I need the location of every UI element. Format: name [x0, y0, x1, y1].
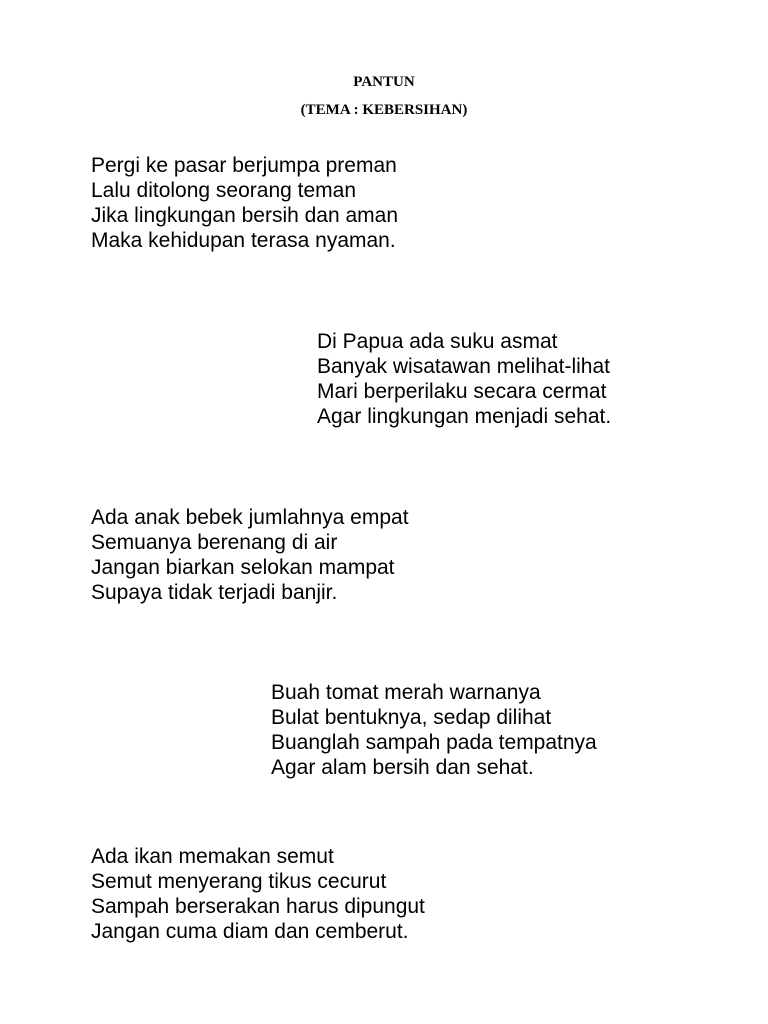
stanza-line: Jangan cuma diam dan cemberut.: [91, 920, 409, 943]
stanza: [91, 153, 398, 253]
stanza-line: Supaya tidak terjadi banjir.: [91, 581, 338, 604]
stanza-line: Maka kehidupan terasa nyaman.: [91, 229, 396, 252]
stanza: [91, 505, 409, 605]
stanza-line: Ada anak bebek jumlahnya empat: [91, 506, 409, 529]
stanza-line: Semut menyerang tikus cecurut: [91, 870, 387, 893]
stanza-line: Pergi ke pasar berjumpa preman: [91, 154, 397, 177]
stanza: [271, 680, 597, 780]
stanza-line: Jika lingkungan bersih dan aman: [91, 204, 399, 227]
stanza-line: Buanglah sampah pada tempatnya: [271, 731, 597, 754]
stanza-line: Sampah berserakan harus dipungut: [91, 895, 425, 918]
stanza-line: Bulat bentuknya, sedap dilihat: [271, 706, 552, 729]
stanza-line: Di Papua ada suku asmat: [317, 330, 558, 353]
stanza-line: Agar alam bersih dan sehat.: [271, 756, 534, 779]
stanza: [91, 844, 425, 944]
page-subtitle: (TEMA : KEBERSIHAN): [300, 102, 468, 118]
stanza-line: Semuanya berenang di air: [91, 531, 338, 554]
stanza-line: Lalu ditolong seorang teman: [91, 179, 357, 202]
stanza-line: Mari berperilaku secara cermat: [317, 380, 607, 403]
stanza: [317, 329, 611, 429]
stanza-line: Ada ikan memakan semut: [91, 845, 334, 868]
page-title: PANTUN: [353, 74, 415, 90]
stanza-line: Jangan biarkan selokan mampat: [91, 556, 395, 579]
stanza-line: Banyak wisatawan melihat-lihat: [317, 355, 610, 378]
stanza-line: Agar lingkungan menjadi sehat.: [317, 405, 612, 428]
stanza-line: Buah tomat merah warnanya: [271, 681, 541, 704]
